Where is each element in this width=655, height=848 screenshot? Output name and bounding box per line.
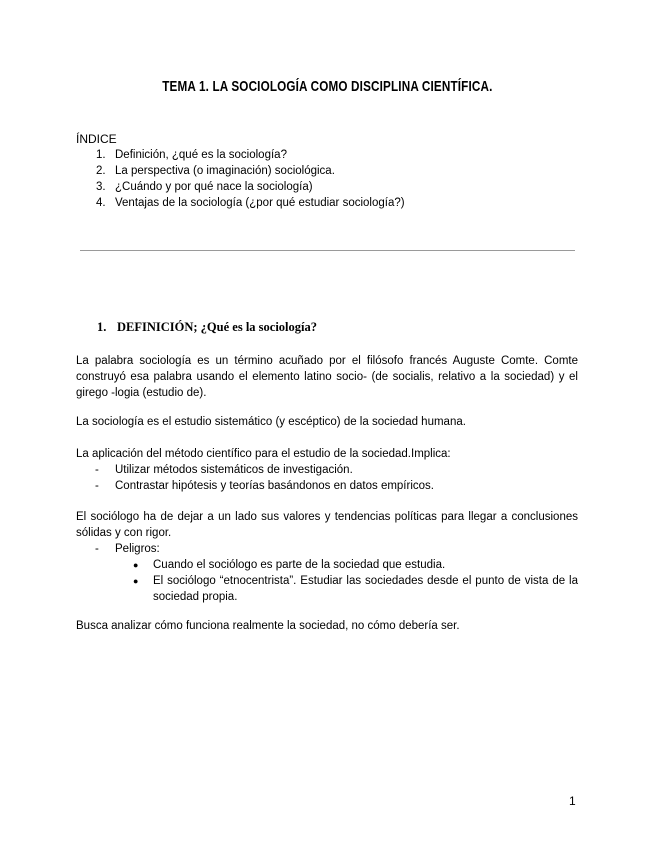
bullet-item [133, 573, 578, 605]
document-title: TEMA 1. LA SOCIOLOGÍA COMO DISCIPLINA CIENTÍFICA. [162, 78, 493, 95]
bullet-text: Cuando el sociólogo es parte de la sociedad que estudia. [153, 559, 446, 571]
index-list [96, 147, 405, 211]
dangers-list [133, 557, 578, 605]
dash-marker: - [95, 543, 99, 555]
section-number: 1. [97, 320, 107, 334]
list-item [95, 478, 575, 494]
bullet-item [133, 557, 578, 573]
index-item-number: 4. [96, 197, 106, 209]
section-heading [97, 320, 317, 335]
dash-marker: - [95, 480, 99, 492]
list-item-text: Contrastar hipótesis y teorías basándonos en datos empíricos. [115, 480, 434, 492]
section-title-text: DEFINICIÓN; ¿Qué es la sociología? [117, 320, 317, 334]
index-item-number: 2. [96, 165, 106, 177]
index-item-text: Ventajas de la sociología (¿por qué estudiar sociología?) [115, 197, 405, 209]
paragraph-scientific-method: La aplicación del método científico para el estudio de la sociedad.Implica: [76, 448, 451, 460]
method-list [95, 462, 575, 494]
index-item [96, 147, 405, 163]
bullet-marker: ● [133, 560, 139, 570]
bullet-text: El sociólogo “etnocentrista”. Estudiar las sociedades desde el punto de vista de la sociedad propia. [153, 575, 578, 603]
index-item [96, 195, 405, 211]
bullet-marker: ● [133, 576, 139, 586]
horizontal-divider [80, 250, 575, 251]
paragraph-etymology: La palabra sociología es un término acuñado por el filósofo francés Auguste Comte. Comte construyó esa palabra usando el elemento latino socio- (de socialis, relativo a la sociedad) y el girego -logia (estudio de). [76, 355, 578, 399]
index-item-text: Definición, ¿qué es la sociología? [115, 149, 287, 161]
dash-marker: - [95, 464, 99, 476]
list-item [95, 462, 575, 478]
index-item-number: 3. [96, 181, 106, 193]
index-item [96, 163, 405, 179]
paragraph-definition: La sociología es el estudio sistemático (y escéptico) de la sociedad humana. [76, 416, 466, 428]
list-item-text: Peligros: [115, 543, 160, 555]
list-item [95, 541, 575, 557]
index-item [96, 179, 405, 195]
index-item-text: ¿Cuándo y por qué nace la sociología) [115, 181, 313, 193]
paragraph-objectivity: El sociólogo ha de dejar a un lado sus valores y tendencias políticas para llegar a conclusiones sólidas y con rigor. [76, 511, 578, 539]
index-item-text: La perspectiva (o imaginación) sociológica. [115, 165, 335, 177]
page-number: 1 [569, 794, 576, 808]
paragraph-conclusion: Busca analizar cómo funciona realmente la sociedad, no cómo debería ser. [76, 620, 460, 632]
index-item-number: 1. [96, 149, 106, 161]
index-heading: ÍNDICE [76, 132, 117, 146]
list-item-text: Utilizar métodos sistemáticos de investigación. [115, 464, 353, 476]
dangers-heading-list [95, 541, 575, 557]
